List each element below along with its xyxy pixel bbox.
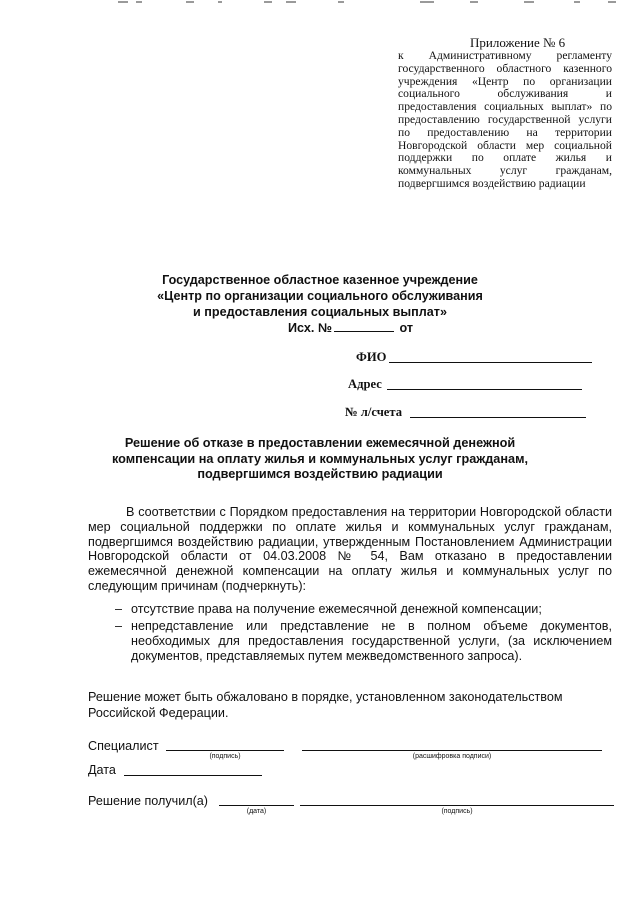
- appendix-title: Приложение № 6: [470, 35, 566, 50]
- account-field: [345, 405, 402, 420]
- outgoing-number: [288, 321, 413, 335]
- decision-body: [88, 505, 612, 594]
- ref-prefix: Исх. №: [288, 321, 332, 335]
- ref-suffix: от: [399, 321, 413, 335]
- specialist-signature-line: [166, 750, 284, 751]
- received-signature-line: [300, 805, 614, 806]
- received-signature-caption: (подпись): [441, 808, 473, 815]
- fio-label: ФИО: [356, 350, 387, 364]
- specialist-decoding-caption: (расшифровка подписи): [412, 753, 492, 760]
- appeal-text: Решение может быть обжаловано в порядке, установленном законодательством Российской Федерации.: [88, 690, 563, 720]
- org-line-2: «Центр по организации социального обслуживания: [157, 289, 483, 303]
- organization-header: [140, 272, 500, 320]
- reason-text-2: непредставление или представление не в полном объеме документов, необходимых для предоставления государственной услуги, (за исключением документов, представляемых путем межведомственного запроса).: [131, 619, 612, 663]
- fio-line: [389, 362, 592, 363]
- reason-bullet-2: –: [115, 619, 123, 633]
- fio-field: [356, 350, 386, 365]
- scan-artifacts: [0, 0, 640, 6]
- received-date-caption: (дата): [246, 808, 267, 815]
- account-label: № л/счета: [345, 405, 403, 419]
- received-date-line: [219, 805, 294, 806]
- specialist-label: Специалист: [88, 739, 159, 753]
- reason-text-1: отсутствие права на получение ежемесячной денежной компенсации;: [131, 602, 542, 616]
- reason-item-1: [115, 602, 612, 617]
- org-line-3: и предоставления социальных выплат»: [193, 305, 447, 319]
- decision-paragraph: В соответствии с Порядком предоставления на территории Новгородской области мер социальной поддержки по оплате жилья и коммунальных услуг гражданам, подвергшимся воздействию радиации, утвержденным Постановлением Администрации Новгородской области от 04.03.2008 № 54, Вам отказано в предоставлении ежемесячной денежной компенсации на оплату жилья и коммунальных услуг по следующим причинам (подчеркнуть):: [88, 505, 612, 593]
- account-line: [410, 417, 586, 418]
- date-line: [124, 775, 262, 776]
- reason-bullet-1: –: [115, 602, 123, 616]
- address-field: [348, 377, 382, 392]
- date-label: Дата: [88, 763, 116, 777]
- address-label: Адрес: [348, 377, 382, 391]
- ref-number-blank: [334, 331, 394, 332]
- received-label: Решение получил(а): [88, 794, 208, 808]
- specialist-signature-caption: (подпись): [209, 753, 241, 760]
- decision-title: Решение об отказе в предоставлении ежемесячной денежной компенсации на оплату жилья и коммунальных услуг гражданам, подвергшимся воздействию радиации: [112, 436, 528, 482]
- appendix-text: к Административному регламенту государственного областного казенного учреждения «Центр по организации социального обслуживания и предоставления социальных выплат» по предоставлению государственной услуги по предоставлению на территории Новгородской области мер социальной поддержки по оплате жилья и коммунальных услуг гражданам, подвергшимся воздействию радиации: [398, 49, 612, 190]
- reason-item-2: [115, 619, 612, 663]
- specialist-decoding-line: [302, 750, 602, 751]
- address-line: [387, 389, 582, 390]
- org-line-1: Государственное областное казенное учреждение: [162, 273, 478, 287]
